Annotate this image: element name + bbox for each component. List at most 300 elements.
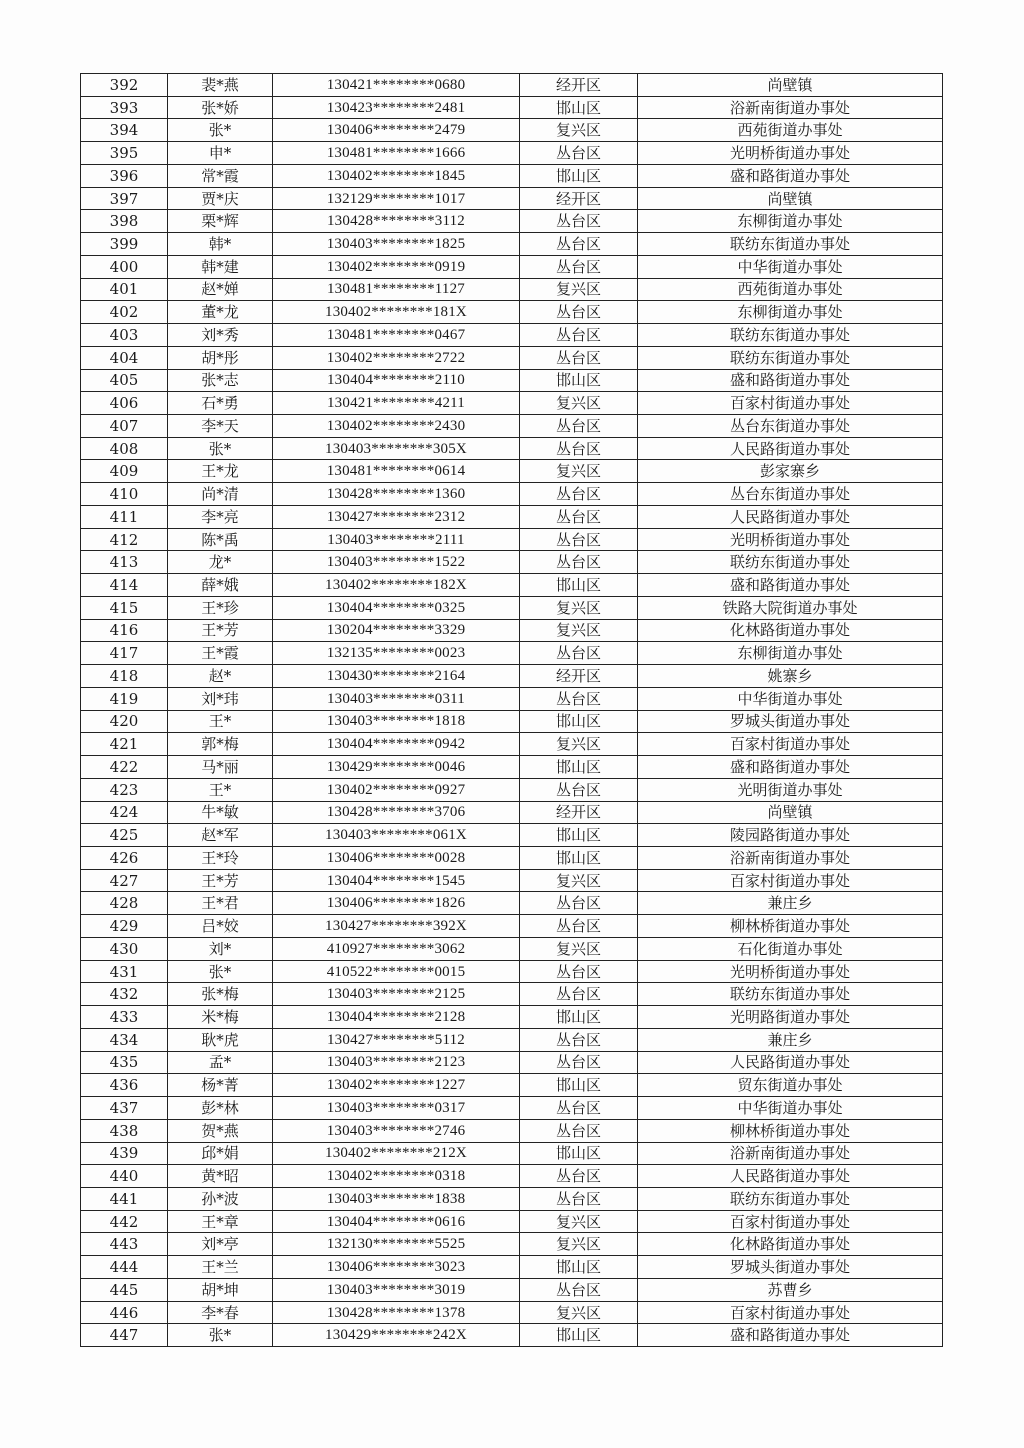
person-name-cell: 刘* — [168, 937, 273, 960]
street-office-cell: 百家村街道办事处 — [638, 1301, 943, 1324]
table-row — [81, 846, 943, 869]
row-number-cell: 400 — [81, 255, 168, 278]
id-number-cell: 130428********1360 — [273, 483, 520, 506]
row-number-cell: 426 — [81, 846, 168, 869]
person-name-cell: 贺*燕 — [168, 1119, 273, 1142]
district-cell: 丛台区 — [520, 642, 638, 665]
person-name-cell: 王*霞 — [168, 642, 273, 665]
person-name-cell: 张* — [168, 960, 273, 983]
row-number-cell: 414 — [81, 574, 168, 597]
id-number-cell: 130428********3112 — [273, 210, 520, 233]
table-row — [81, 869, 943, 892]
district-cell: 丛台区 — [520, 233, 638, 256]
street-office-cell: 人民路街道办事处 — [638, 1051, 943, 1074]
district-cell: 邯山区 — [520, 369, 638, 392]
table-row — [81, 619, 943, 642]
person-name-cell: 韩*建 — [168, 255, 273, 278]
row-number-cell: 408 — [81, 437, 168, 460]
id-number-cell: 130429********242X — [273, 1324, 520, 1347]
district-cell: 丛台区 — [520, 1028, 638, 1051]
person-name-cell: 李*天 — [168, 415, 273, 438]
table-row — [81, 1119, 943, 1142]
district-cell: 丛台区 — [520, 687, 638, 710]
district-cell: 邯山区 — [520, 164, 638, 187]
district-cell: 邯山区 — [520, 1142, 638, 1165]
id-number-cell: 130402********1227 — [273, 1074, 520, 1097]
id-number-cell: 130403********0311 — [273, 687, 520, 710]
roster-table-body — [81, 74, 943, 1347]
row-number-cell: 441 — [81, 1187, 168, 1210]
street-office-cell: 浴新南街道办事处 — [638, 1142, 943, 1165]
person-name-cell: 赵*军 — [168, 824, 273, 847]
table-row — [81, 164, 943, 187]
person-name-cell: 王*章 — [168, 1210, 273, 1233]
district-cell: 邯山区 — [520, 574, 638, 597]
district-cell: 复兴区 — [520, 733, 638, 756]
row-number-cell: 405 — [81, 369, 168, 392]
id-number-cell: 130404********1545 — [273, 869, 520, 892]
street-office-cell: 光明桥街道办事处 — [638, 960, 943, 983]
id-number-cell: 130429********0046 — [273, 756, 520, 779]
table-row — [81, 733, 943, 756]
street-office-cell: 人民路街道办事处 — [638, 1165, 943, 1188]
person-name-cell: 王*芳 — [168, 869, 273, 892]
row-number-cell: 437 — [81, 1097, 168, 1120]
district-cell: 复兴区 — [520, 119, 638, 142]
table-row — [81, 187, 943, 210]
district-cell: 丛台区 — [520, 142, 638, 165]
id-number-cell: 130481********0614 — [273, 460, 520, 483]
row-number-cell: 395 — [81, 142, 168, 165]
table-row — [81, 983, 943, 1006]
district-cell: 丛台区 — [520, 437, 638, 460]
district-cell: 丛台区 — [520, 505, 638, 528]
row-number-cell: 423 — [81, 778, 168, 801]
district-cell: 邯山区 — [520, 96, 638, 119]
district-cell: 丛台区 — [520, 1097, 638, 1120]
person-name-cell: 张*志 — [168, 369, 273, 392]
row-number-cell: 411 — [81, 505, 168, 528]
street-office-cell: 兼庄乡 — [638, 1028, 943, 1051]
street-office-cell: 尚壁镇 — [638, 801, 943, 824]
table-row — [81, 437, 943, 460]
row-number-cell: 409 — [81, 460, 168, 483]
id-number-cell: 130403********305X — [273, 437, 520, 460]
district-cell: 复兴区 — [520, 1233, 638, 1256]
person-name-cell: 王* — [168, 710, 273, 733]
street-office-cell: 联纺东街道办事处 — [638, 983, 943, 1006]
table-row — [81, 574, 943, 597]
table-row — [81, 233, 943, 256]
street-office-cell: 中华街道办事处 — [638, 255, 943, 278]
id-number-cell: 130403********1838 — [273, 1187, 520, 1210]
row-number-cell: 433 — [81, 1006, 168, 1029]
table-row — [81, 551, 943, 574]
row-number-cell: 415 — [81, 596, 168, 619]
row-number-cell: 439 — [81, 1142, 168, 1165]
district-cell: 丛台区 — [520, 1165, 638, 1188]
table-row — [81, 119, 943, 142]
id-number-cell: 132129********1017 — [273, 187, 520, 210]
table-row — [81, 1187, 943, 1210]
row-number-cell: 413 — [81, 551, 168, 574]
person-name-cell: 陈*禹 — [168, 528, 273, 551]
district-cell: 丛台区 — [520, 301, 638, 324]
id-number-cell: 130204********3329 — [273, 619, 520, 642]
table-row — [81, 1301, 943, 1324]
person-name-cell: 王*兰 — [168, 1256, 273, 1279]
table-row — [81, 210, 943, 233]
table-row — [81, 278, 943, 301]
id-number-cell: 130402********182X — [273, 574, 520, 597]
table-row — [81, 1165, 943, 1188]
table-row — [81, 778, 943, 801]
district-cell: 邯山区 — [520, 1324, 638, 1347]
id-number-cell: 130403********2111 — [273, 528, 520, 551]
street-office-cell: 化林路街道办事处 — [638, 1233, 943, 1256]
row-number-cell: 403 — [81, 324, 168, 347]
id-number-cell: 130402********2430 — [273, 415, 520, 438]
street-office-cell: 丛台东街道办事处 — [638, 415, 943, 438]
street-office-cell: 西苑街道办事处 — [638, 119, 943, 142]
district-cell: 复兴区 — [520, 278, 638, 301]
id-number-cell: 130423********2481 — [273, 96, 520, 119]
id-number-cell: 130403********1818 — [273, 710, 520, 733]
id-number-cell: 130427********392X — [273, 915, 520, 938]
district-cell: 丛台区 — [520, 210, 638, 233]
street-office-cell: 丛台东街道办事处 — [638, 483, 943, 506]
person-name-cell: 栗*辉 — [168, 210, 273, 233]
person-name-cell: 耿*虎 — [168, 1028, 273, 1051]
person-name-cell: 申* — [168, 142, 273, 165]
person-name-cell: 米*梅 — [168, 1006, 273, 1029]
id-number-cell: 130430********2164 — [273, 665, 520, 688]
person-name-cell: 尚*清 — [168, 483, 273, 506]
table-row — [81, 687, 943, 710]
street-office-cell: 东柳街道办事处 — [638, 210, 943, 233]
person-name-cell: 裴*燕 — [168, 74, 273, 97]
person-name-cell: 杨*菁 — [168, 1074, 273, 1097]
id-number-cell: 130403********3019 — [273, 1278, 520, 1301]
district-cell: 丛台区 — [520, 324, 638, 347]
table-row — [81, 346, 943, 369]
street-office-cell: 贸东街道办事处 — [638, 1074, 943, 1097]
table-row — [81, 1142, 943, 1165]
district-cell: 丛台区 — [520, 960, 638, 983]
person-name-cell: 石*勇 — [168, 392, 273, 415]
street-office-cell: 百家村街道办事处 — [638, 392, 943, 415]
id-number-cell: 130402********181X — [273, 301, 520, 324]
street-office-cell: 百家村街道办事处 — [638, 733, 943, 756]
person-name-cell: 孟* — [168, 1051, 273, 1074]
id-number-cell: 130403********1522 — [273, 551, 520, 574]
id-number-cell: 130404********2128 — [273, 1006, 520, 1029]
id-number-cell: 130406********3023 — [273, 1256, 520, 1279]
person-name-cell: 邱*娟 — [168, 1142, 273, 1165]
person-name-cell: 王*珍 — [168, 596, 273, 619]
row-number-cell: 432 — [81, 983, 168, 1006]
table-row — [81, 96, 943, 119]
district-cell: 丛台区 — [520, 915, 638, 938]
street-office-cell: 百家村街道办事处 — [638, 1210, 943, 1233]
table-row — [81, 1324, 943, 1347]
district-cell: 邯山区 — [520, 1256, 638, 1279]
row-number-cell: 401 — [81, 278, 168, 301]
street-office-cell: 罗城头街道办事处 — [638, 1256, 943, 1279]
district-cell: 丛台区 — [520, 483, 638, 506]
row-number-cell: 434 — [81, 1028, 168, 1051]
district-cell: 复兴区 — [520, 869, 638, 892]
person-name-cell: 郭*梅 — [168, 733, 273, 756]
table-row — [81, 801, 943, 824]
id-number-cell: 130402********0318 — [273, 1165, 520, 1188]
street-office-cell: 姚寨乡 — [638, 665, 943, 688]
row-number-cell: 402 — [81, 301, 168, 324]
street-office-cell: 浴新南街道办事处 — [638, 846, 943, 869]
id-number-cell: 410522********0015 — [273, 960, 520, 983]
id-number-cell: 130481********1666 — [273, 142, 520, 165]
id-number-cell: 132135********0023 — [273, 642, 520, 665]
row-number-cell: 393 — [81, 96, 168, 119]
row-number-cell: 410 — [81, 483, 168, 506]
street-office-cell: 人民路街道办事处 — [638, 505, 943, 528]
id-number-cell: 130403********061X — [273, 824, 520, 847]
street-office-cell: 中华街道办事处 — [638, 1097, 943, 1120]
person-name-cell: 王* — [168, 778, 273, 801]
person-name-cell: 张*娇 — [168, 96, 273, 119]
table-row — [81, 1028, 943, 1051]
row-number-cell: 412 — [81, 528, 168, 551]
row-number-cell: 443 — [81, 1233, 168, 1256]
district-cell: 丛台区 — [520, 892, 638, 915]
person-name-cell: 张* — [168, 1324, 273, 1347]
street-office-cell: 兼庄乡 — [638, 892, 943, 915]
district-cell: 复兴区 — [520, 937, 638, 960]
id-number-cell: 130404********0325 — [273, 596, 520, 619]
street-office-cell: 彭家寨乡 — [638, 460, 943, 483]
district-cell: 复兴区 — [520, 460, 638, 483]
table-row — [81, 1210, 943, 1233]
row-number-cell: 420 — [81, 710, 168, 733]
person-name-cell: 牛*敏 — [168, 801, 273, 824]
table-row — [81, 1278, 943, 1301]
street-office-cell: 西苑街道办事处 — [638, 278, 943, 301]
id-number-cell: 130403********2125 — [273, 983, 520, 1006]
id-number-cell: 130402********212X — [273, 1142, 520, 1165]
table-row — [81, 142, 943, 165]
street-office-cell: 联纺东街道办事处 — [638, 233, 943, 256]
street-office-cell: 陵园路街道办事处 — [638, 824, 943, 847]
street-office-cell: 石化街道办事处 — [638, 937, 943, 960]
district-cell: 复兴区 — [520, 1301, 638, 1324]
row-number-cell: 422 — [81, 756, 168, 779]
row-number-cell: 404 — [81, 346, 168, 369]
person-name-cell: 贾*庆 — [168, 187, 273, 210]
street-office-cell: 光明桥街道办事处 — [638, 528, 943, 551]
street-office-cell: 东柳街道办事处 — [638, 301, 943, 324]
row-number-cell: 392 — [81, 74, 168, 97]
district-cell: 丛台区 — [520, 778, 638, 801]
street-office-cell: 罗城头街道办事处 — [638, 710, 943, 733]
table-row — [81, 460, 943, 483]
row-number-cell: 425 — [81, 824, 168, 847]
id-number-cell: 130403********2746 — [273, 1119, 520, 1142]
person-name-cell: 胡*彤 — [168, 346, 273, 369]
id-number-cell: 410927********3062 — [273, 937, 520, 960]
district-cell: 经开区 — [520, 187, 638, 210]
id-number-cell: 130428********3706 — [273, 801, 520, 824]
id-number-cell: 130402********0919 — [273, 255, 520, 278]
table-row — [81, 255, 943, 278]
street-office-cell: 浴新南街道办事处 — [638, 96, 943, 119]
table-row — [81, 1074, 943, 1097]
row-number-cell: 440 — [81, 1165, 168, 1188]
person-name-cell: 刘*玮 — [168, 687, 273, 710]
id-number-cell: 130402********0927 — [273, 778, 520, 801]
street-office-cell: 盛和路街道办事处 — [638, 574, 943, 597]
district-cell: 复兴区 — [520, 392, 638, 415]
id-number-cell: 132130********5525 — [273, 1233, 520, 1256]
table-row — [81, 505, 943, 528]
table-row — [81, 937, 943, 960]
roster-table — [80, 73, 943, 1347]
row-number-cell: 444 — [81, 1256, 168, 1279]
row-number-cell: 430 — [81, 937, 168, 960]
table-row — [81, 1256, 943, 1279]
id-number-cell: 130404********0616 — [273, 1210, 520, 1233]
street-office-cell: 柳林桥街道办事处 — [638, 915, 943, 938]
table-row — [81, 301, 943, 324]
id-number-cell: 130403********0317 — [273, 1097, 520, 1120]
row-number-cell: 396 — [81, 164, 168, 187]
district-cell: 邯山区 — [520, 1006, 638, 1029]
row-number-cell: 442 — [81, 1210, 168, 1233]
row-number-cell: 421 — [81, 733, 168, 756]
district-cell: 邯山区 — [520, 824, 638, 847]
street-office-cell: 光明街道办事处 — [638, 778, 943, 801]
person-name-cell: 彭*林 — [168, 1097, 273, 1120]
row-number-cell: 397 — [81, 187, 168, 210]
district-cell: 丛台区 — [520, 1278, 638, 1301]
table-row — [81, 824, 943, 847]
district-cell: 丛台区 — [520, 255, 638, 278]
row-number-cell: 446 — [81, 1301, 168, 1324]
id-number-cell: 130403********1825 — [273, 233, 520, 256]
person-name-cell: 刘*秀 — [168, 324, 273, 347]
id-number-cell: 130481********1127 — [273, 278, 520, 301]
person-name-cell: 胡*坤 — [168, 1278, 273, 1301]
district-cell: 邯山区 — [520, 846, 638, 869]
person-name-cell: 赵*婵 — [168, 278, 273, 301]
district-cell: 丛台区 — [520, 415, 638, 438]
table-row — [81, 596, 943, 619]
id-number-cell: 130481********0467 — [273, 324, 520, 347]
id-number-cell: 130427********5112 — [273, 1028, 520, 1051]
person-name-cell: 王*龙 — [168, 460, 273, 483]
row-number-cell: 398 — [81, 210, 168, 233]
person-name-cell: 李*亮 — [168, 505, 273, 528]
person-name-cell: 董*龙 — [168, 301, 273, 324]
person-name-cell: 刘*亭 — [168, 1233, 273, 1256]
table-row — [81, 960, 943, 983]
row-number-cell: 447 — [81, 1324, 168, 1347]
row-number-cell: 445 — [81, 1278, 168, 1301]
person-name-cell: 马*丽 — [168, 756, 273, 779]
person-name-cell: 王*君 — [168, 892, 273, 915]
district-cell: 丛台区 — [520, 346, 638, 369]
district-cell: 丛台区 — [520, 528, 638, 551]
person-name-cell: 王*芳 — [168, 619, 273, 642]
row-number-cell: 418 — [81, 665, 168, 688]
table-row — [81, 642, 943, 665]
street-office-cell: 联纺东街道办事处 — [638, 324, 943, 347]
district-cell: 经开区 — [520, 801, 638, 824]
person-name-cell: 吕*姣 — [168, 915, 273, 938]
row-number-cell: 438 — [81, 1119, 168, 1142]
id-number-cell: 130421********0680 — [273, 74, 520, 97]
id-number-cell: 130406********2479 — [273, 119, 520, 142]
person-name-cell: 孙*波 — [168, 1187, 273, 1210]
id-number-cell: 130428********1378 — [273, 1301, 520, 1324]
street-office-cell: 尚壁镇 — [638, 187, 943, 210]
street-office-cell: 盛和路街道办事处 — [638, 756, 943, 779]
district-cell: 复兴区 — [520, 619, 638, 642]
table-row — [81, 392, 943, 415]
table-row — [81, 1051, 943, 1074]
id-number-cell: 130402********2722 — [273, 346, 520, 369]
row-number-cell: 417 — [81, 642, 168, 665]
street-office-cell: 化林路街道办事处 — [638, 619, 943, 642]
street-office-cell: 尚壁镇 — [638, 74, 943, 97]
table-row — [81, 756, 943, 779]
row-number-cell: 406 — [81, 392, 168, 415]
person-name-cell: 张* — [168, 119, 273, 142]
street-office-cell: 柳林桥街道办事处 — [638, 1119, 943, 1142]
street-office-cell: 联纺东街道办事处 — [638, 551, 943, 574]
street-office-cell: 联纺东街道办事处 — [638, 346, 943, 369]
id-number-cell: 130421********4211 — [273, 392, 520, 415]
row-number-cell: 416 — [81, 619, 168, 642]
person-name-cell: 黄*昭 — [168, 1165, 273, 1188]
id-number-cell: 130406********1826 — [273, 892, 520, 915]
table-row — [81, 1097, 943, 1120]
street-office-cell: 苏曹乡 — [638, 1278, 943, 1301]
district-cell: 邯山区 — [520, 710, 638, 733]
table-row — [81, 528, 943, 551]
table-row — [81, 483, 943, 506]
row-number-cell: 407 — [81, 415, 168, 438]
street-office-cell: 中华街道办事处 — [638, 687, 943, 710]
id-number-cell: 130427********2312 — [273, 505, 520, 528]
row-number-cell: 431 — [81, 960, 168, 983]
person-name-cell: 张* — [168, 437, 273, 460]
row-number-cell: 428 — [81, 892, 168, 915]
person-name-cell: 常*霞 — [168, 164, 273, 187]
street-office-cell: 光明路街道办事处 — [638, 1006, 943, 1029]
person-name-cell: 李*春 — [168, 1301, 273, 1324]
table-row — [81, 415, 943, 438]
table-row — [81, 665, 943, 688]
street-office-cell: 东柳街道办事处 — [638, 642, 943, 665]
row-number-cell: 394 — [81, 119, 168, 142]
id-number-cell: 130406********0028 — [273, 846, 520, 869]
table-row — [81, 1233, 943, 1256]
district-cell: 丛台区 — [520, 1051, 638, 1074]
district-cell: 复兴区 — [520, 1210, 638, 1233]
district-cell: 邯山区 — [520, 756, 638, 779]
row-number-cell: 427 — [81, 869, 168, 892]
person-name-cell: 张*梅 — [168, 983, 273, 1006]
